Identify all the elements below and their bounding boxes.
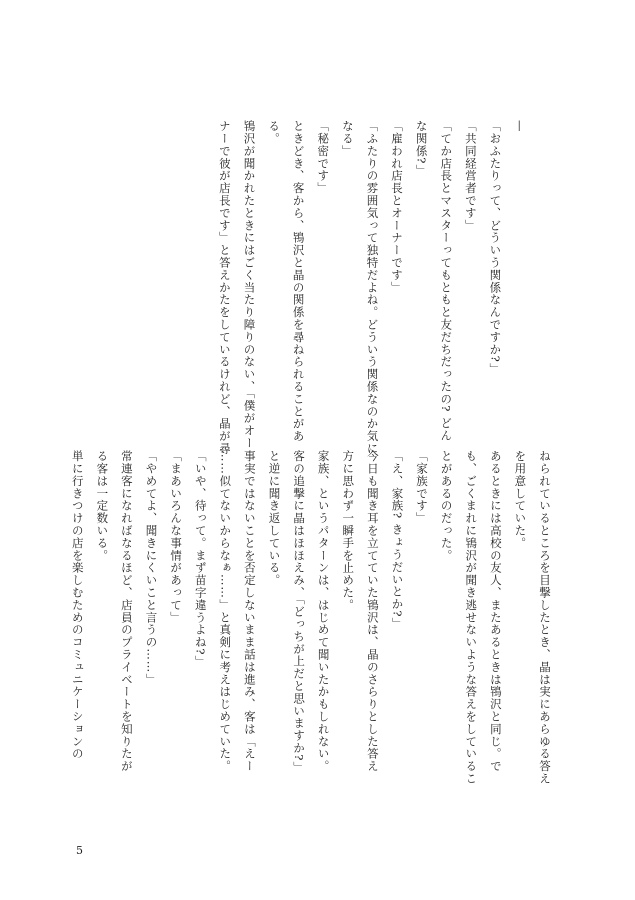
page-number: 5 xyxy=(76,844,83,857)
text-line: な関係?」 xyxy=(414,120,429,177)
text-line: る客は一定数いる。 xyxy=(95,450,110,562)
text-line: 「まあいろんな事情があって」 xyxy=(169,450,184,624)
text-line: 事実ではないことを否定しないまま話は進み、客は「えー xyxy=(242,450,257,773)
text-line: る。 xyxy=(267,120,282,145)
text-line: と逆に聞き返している。 xyxy=(267,450,282,587)
text-line: 「ふたりの雰囲気って独特だよね。どういう関係なのか気に xyxy=(365,120,380,455)
text-line: 「雇われ店長とオーナーです」 xyxy=(390,120,405,294)
text-line: 今日も聞き耳を立てていた鴇沢は、晶のさらりとした答え xyxy=(365,450,380,773)
text-line: 「おふたりって、どういう関係なんですか?」 xyxy=(488,120,503,376)
text-line: ナーで彼が店長です」と答えかたをしているけれど、晶が尋 xyxy=(217,120,232,455)
text-line: ねられているところを目撃したとき、晶は実にあらゆる答え xyxy=(538,450,552,785)
text-line: も、ごくまれに鴇沢が聞き逃せないような答えをしているこ xyxy=(464,450,479,785)
text-line: 「やめてよ、聞きにくいこと言うの……」 xyxy=(144,450,159,686)
text-line: ときどき、客から、鴇沢と晶の関係を尋ねられることがあ xyxy=(291,120,306,443)
lower-text-block xyxy=(70,450,557,810)
text-line: とがあるのだった。 xyxy=(439,450,454,562)
text-line: あるときには高校の友人、またあるときは鴇沢と同じ。で xyxy=(488,450,503,773)
upper-text-block xyxy=(112,120,532,455)
text-line: を用意していた。 xyxy=(513,450,528,550)
text-line: — xyxy=(513,120,527,133)
text-line: 「え、家族? きょうだいとか?」 xyxy=(390,450,405,630)
text-line: 客の追撃に晶はほほえみ、「どっちが上だと思いますか?」 xyxy=(292,450,307,774)
text-line: 常連客になればなるほど、店員のプライベートを知りたが xyxy=(119,450,134,773)
text-line: なる」 xyxy=(340,120,355,158)
text-line: 方に思わず一瞬手を止めた。 xyxy=(341,450,356,612)
text-line: 「てか店長とマスターってもともと友だちだったの? どん xyxy=(439,120,454,442)
text-line: 「家族です」 xyxy=(415,450,430,525)
text-line: 家族、というパターンは、はじめて聞いたかもしれない。 xyxy=(316,450,331,773)
text-line: 「いや、待って。まず苗字違うよね?」 xyxy=(193,450,208,668)
text-line: 鴇沢が聞かれたときにはごく当たり障りのない、「僕がオー xyxy=(242,120,257,450)
text-line: 「秘密です」 xyxy=(316,120,331,195)
text-line: 「共同経営者です」 xyxy=(463,120,478,232)
text-line: 単に行きつけの店を楽しむためのコミュニケーションの xyxy=(70,450,85,760)
text-line: ……似てないからなぁ……」と真剣に考えはじめていた。 xyxy=(218,450,233,773)
